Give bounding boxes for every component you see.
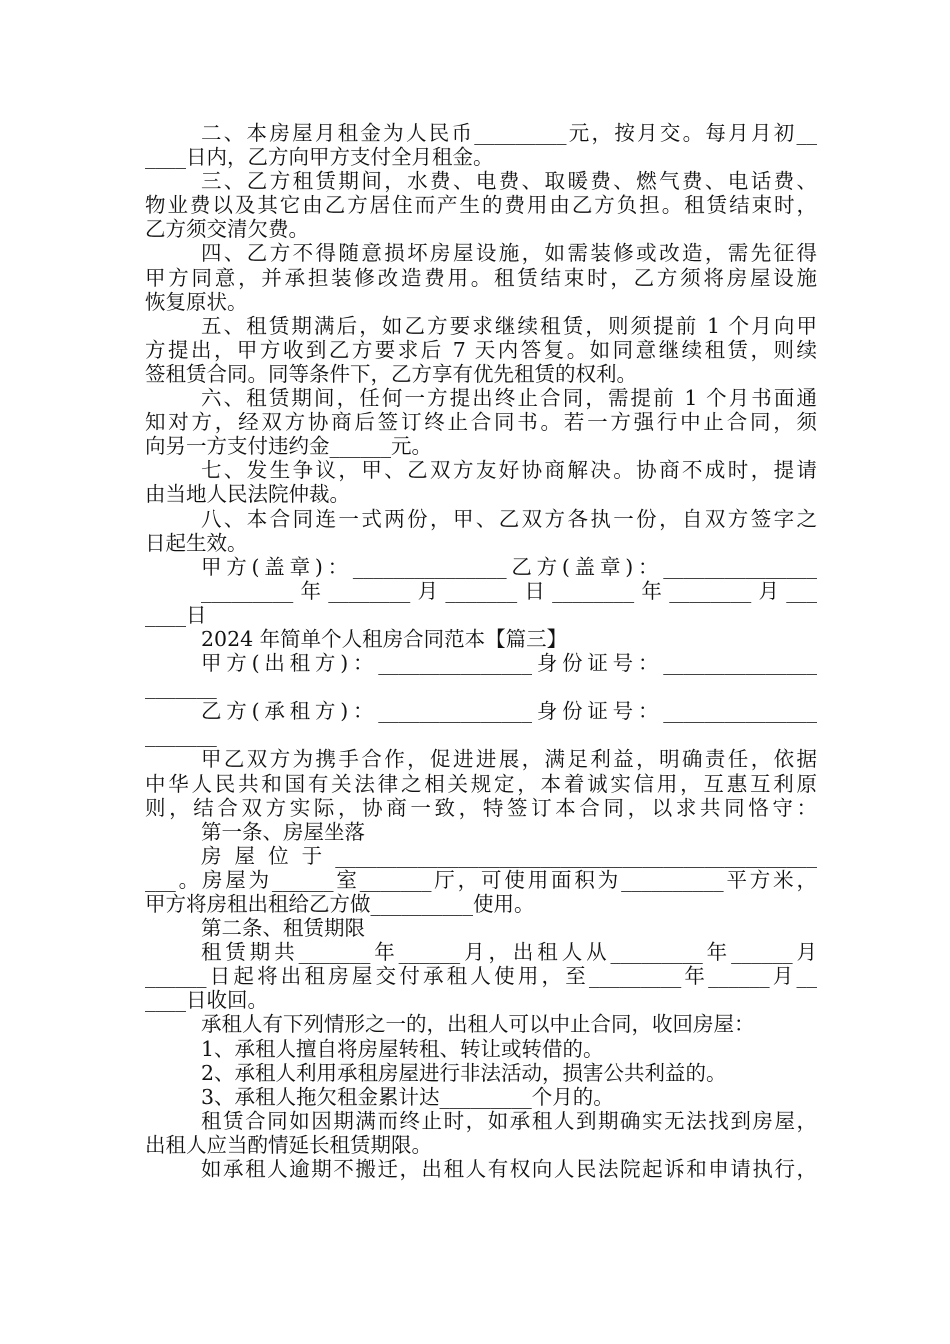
text-line: 租赁期共_______年______月，出租人从_________年______月 [201, 940, 817, 965]
text-line: 2024 年简单个人租房合同范本【篇三】 [201, 626, 568, 651]
text-line: _______ [145, 675, 217, 700]
text-line: 向另一方支付违约金______元。 [145, 434, 432, 459]
text-line: 2、承租人利用承租房屋进行非法活动，损害公共利益的。 [201, 1060, 727, 1085]
text-line: 乙方(承租方)：_______________身份证号：_______________ [201, 699, 817, 724]
text-line: 五、租赁期满后，如乙方要求继续租赁，则须提前 1 个月向甲 [201, 313, 817, 338]
text-line: 知对方，经双方协商后签订终止合同书。若一方强行中止合同，须 [145, 410, 817, 435]
text-line: 四、乙方不得随意损坏房屋设施，如需装修或改造，需先征得 [201, 241, 817, 266]
text-line: 则，结合双方实际，协商一致，特签订本合同，以求共同恪守： [145, 795, 817, 820]
text-line: ___。房屋为______室_______厅，可使用面积为__________平方米， [145, 867, 817, 892]
text-line: 由当地人民法院仲裁。 [145, 482, 350, 507]
text-line: 甲方(盖章)：_______________乙方(盖章)：_______________ [201, 554, 817, 579]
text-line: 六、租赁期间，任何一方提出终止合同，需提前 1 个月书面通 [201, 386, 817, 411]
text-line: _________年________月_______日________年________月___ [201, 578, 817, 603]
text-line: 签租赁合同。同等条件下，乙方享有优先租赁的权利。 [145, 361, 637, 386]
document-page [145, 121, 817, 1181]
text-line: 3、承租人拖欠租金累计达_________个月的。 [201, 1084, 614, 1109]
text-line: 恢复原状。 [145, 289, 248, 314]
text-line: 乙方须交清欠费。 [145, 217, 309, 242]
text-line: 甲方同意，并承担装修改造费用。租赁结束时，乙方须将房屋设施 [145, 265, 817, 290]
text-line: ______日起将出租房屋交付承租人使用，至_________年______月__ [145, 964, 817, 989]
text-line: ____日 [145, 602, 207, 627]
text-line: 甲方将房租出租给乙方做__________使用。 [145, 892, 535, 916]
text-line: _______ [145, 723, 217, 748]
text-line: 出租人应当酌情延长租赁期限。 [145, 1132, 432, 1157]
text-line: 日起生效。 [145, 530, 248, 555]
text-line: 租赁合同如因期满而终止时，如承租人到期确实无法找到房屋， [201, 1108, 817, 1133]
text-line: 甲方(出租方)：_______________身份证号：_______________ [201, 651, 817, 676]
text-line: 承租人有下列情形之一的，出租人可以中止合同，收回房屋： [201, 1012, 755, 1037]
text-line: 方提出，甲方收到乙方要求后 7 天内答复。如同意继续租赁，则续 [145, 337, 817, 362]
text-line: 房屋位于_______________________________________________ [201, 843, 817, 868]
text-line: 如承租人逾期不搬迁，出租人有权向人民法院起诉和申请执行， [201, 1157, 817, 1182]
text-line: 八、本合同连一式两份，甲、乙双方各执一份，自双方签字之 [201, 506, 817, 531]
text-line: 物业费以及其它由乙方居住而产生的费用由乙方负担。租赁结束时， [145, 193, 817, 218]
text-line: 三、乙方租赁期间，水费、电费、取暖费、燃气费、电话费、 [201, 169, 817, 194]
text-line: 1、承租人擅自将房屋转租、转让或转借的。 [201, 1036, 604, 1061]
text-line: ____日收回。 [145, 988, 268, 1013]
text-line: 甲乙双方为携手合作，促进进展，满足利益，明确责任，依据 [201, 747, 817, 772]
text-line: 中华人民共和国有关法律之相关规定，本着诚实信用，互惠互利原 [145, 771, 817, 796]
text-line: 第二条、租赁期限 [201, 916, 365, 941]
text-line: 七、发生争议，甲、乙双方友好协商解决。协商不成时，提请 [201, 458, 817, 483]
text-line: 第一条、房屋坐落 [201, 819, 365, 844]
text-line: ____日内，乙方向甲方支付全月租金。 [145, 145, 494, 170]
text-line: 二、本房屋月租金为人民币_________元，按月交。每月月初__ [201, 121, 817, 145]
